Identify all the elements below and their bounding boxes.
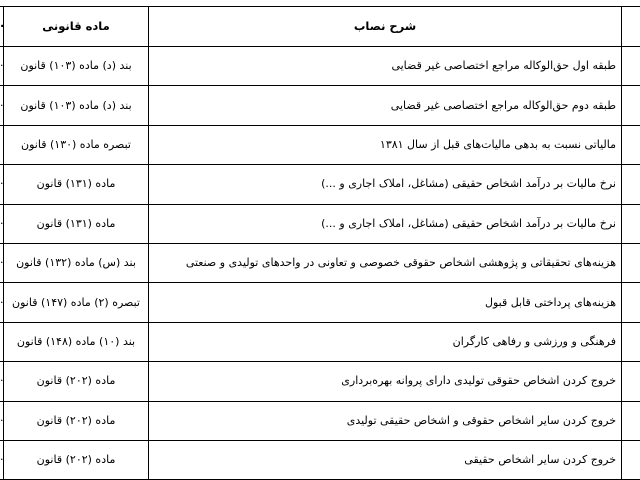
- table-row: [0, 125, 640, 164]
- rate-cell: [0, 322, 3, 361]
- table-row: [0, 361, 640, 400]
- rate-cell: ·: [0, 453, 4, 467]
- table-header-row: [0, 6, 640, 46]
- table-row: [0, 204, 640, 243]
- description-cell: مالیاتی نسبت به بدهی مالیات‌های قبل از سال ۱۳۸۱: [379, 137, 616, 151]
- rate-cell: ·: [0, 295, 4, 309]
- description-cell: خروج کردن سایر اشخاص حقوقی و اشخاص حقیقی تولیدی: [346, 413, 616, 427]
- table-row: [0, 85, 640, 124]
- rate-cell: ·: [0, 256, 4, 270]
- table-row: [0, 282, 640, 321]
- law-article-cell: تبصره (۲) ماده (۱۴۷) قانون: [12, 295, 140, 309]
- law-article-cell: ماده (۲۰۲) قانون: [36, 374, 116, 388]
- table-row: [0, 164, 640, 203]
- table-row: [0, 322, 640, 361]
- rate-cell: ·: [0, 98, 4, 112]
- law-article-cell: ماده (۲۰۲) قانون: [36, 413, 116, 427]
- law-article-cell: ماده (۲۰۲) قانون: [36, 453, 116, 467]
- description-cell: نرخ مالیات بر درآمد اشخاص حقیقی (مشاغل، املاک اجاری و ...): [321, 216, 616, 230]
- law-article-cell: بند (۱۰) ماده (۱۴۸) قانون: [16, 334, 136, 348]
- description-cell: نرخ مالیات بر درآمد اشخاص حقیقی (مشاغل، املاک اجاری و ...): [321, 177, 616, 191]
- rate-cell: ·: [0, 59, 4, 73]
- description-cell: هزینه‌های پرداختی قابل قبول: [484, 295, 616, 309]
- table-row: [0, 440, 640, 479]
- description-cell: خروج کردن اشخاص حقوقی تولیدی دارای پروانه بهره‌برداری: [341, 374, 616, 388]
- description-cell: خروج کردن سایر اشخاص حقیقی: [464, 453, 616, 467]
- description-cell: فرهنگی و ورزشی و رفاهی کارگران: [452, 334, 616, 348]
- law-article-cell: بند (د) ماده (۱۰۳) قانون: [20, 98, 132, 112]
- law-article-cell: تبصره ماده (۱۳۰) قانون: [21, 137, 131, 151]
- header-description: شرح نصاب: [353, 19, 417, 33]
- table-row: [0, 401, 640, 440]
- description-cell: طبقه اول حق‌الوکاله مراجع اختصاصی غیر قضایی: [391, 59, 616, 73]
- description-cell: طبقه دوم حق‌الوکاله مراجع اختصاصی غیر قضایی: [390, 98, 616, 112]
- rate-cell: ·: [0, 413, 4, 427]
- rate-cell: [0, 125, 3, 164]
- law-article-cell: بند (د) ماده (۱۰۳) قانون: [20, 59, 132, 73]
- table-row: [0, 243, 640, 282]
- law-article-cell: بند (س) ماده (۱۳۲) قانون: [16, 256, 136, 270]
- rate-cell: ·: [0, 177, 4, 191]
- law-article-cell: ماده (۱۳۱) قانون: [36, 216, 116, 230]
- rate-cell: ·: [0, 216, 4, 230]
- rate-cell: ·: [0, 374, 4, 388]
- description-cell: هزینه‌های تحقیقاتی و پژوهشی اشخاص حقوقی خصوصی و تعاونی در واحدهای تولیدی و صنعتی: [185, 256, 616, 270]
- law-article-cell: ماده (۱۳۱) قانون: [36, 177, 116, 191]
- header-rate: ·: [0, 19, 5, 33]
- header-law-article: ماده قانونی: [42, 19, 110, 33]
- table-row: [0, 46, 640, 85]
